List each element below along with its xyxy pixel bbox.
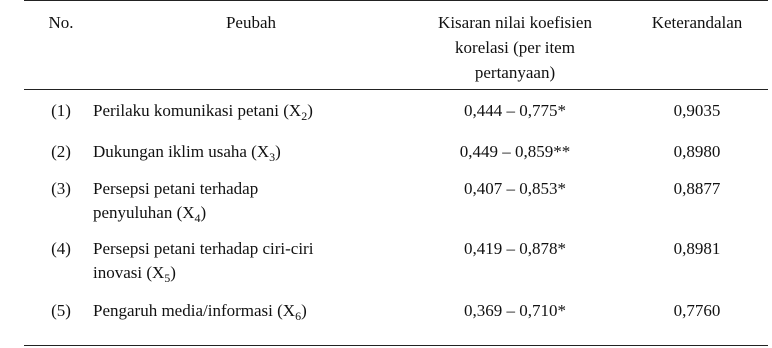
row-number: (4) (51, 239, 71, 258)
variable-closing: ) (307, 101, 313, 120)
top-rule (24, 0, 768, 1)
reliability-value: 0,7760 (673, 301, 721, 320)
header-kisaran-line-1: Kisaran nilai koefisien (438, 13, 592, 32)
variable-text: Dukungan iklim usaha (X (93, 142, 270, 161)
variable-text: Persepsi petani terhadap ciri-ciri (93, 239, 314, 258)
variable-closing: ) (275, 142, 281, 161)
correlation-range: 0,419 – 0,878* (464, 239, 566, 258)
variable-text: inovasi (X (93, 263, 165, 282)
reliability-value: 0,8980 (673, 142, 721, 161)
reliability-value: 0,9035 (673, 101, 721, 120)
bottom-rule (24, 345, 768, 346)
variable-subscript: 6 (295, 309, 302, 323)
variable-name-line (93, 238, 409, 260)
variable-closing: ) (301, 301, 307, 320)
row-number: (3) (51, 179, 71, 198)
correlation-range: 0,449 – 0,859** (459, 142, 571, 161)
header-no: No. (48, 13, 74, 32)
correlation-range: 0,369 – 0,710* (464, 301, 566, 320)
variable-text: Persepsi petani terhadap (93, 179, 259, 198)
variable-name-line (93, 202, 409, 224)
variable-subscript: 2 (301, 109, 308, 123)
variable-subscript: 5 (164, 271, 171, 285)
row-number: (2) (51, 142, 71, 161)
variable-name-line (93, 141, 409, 163)
row-number: (5) (51, 301, 71, 320)
variable-closing: ) (200, 203, 207, 222)
variable-text: Pengaruh media/informasi (X (93, 301, 296, 320)
variable-text: penyuluhan (X (93, 203, 195, 222)
variable-name-line (93, 262, 409, 284)
variable-closing: ) (170, 263, 176, 282)
variable-name-line (93, 300, 409, 322)
variable-name-line (93, 100, 409, 122)
variable-subscript: 4 (194, 211, 201, 225)
header-kisaran-line-3: pertanyaan) (474, 63, 556, 82)
header-rule (24, 89, 768, 90)
variable-subscript: 3 (269, 150, 276, 164)
header-kisaran-line-2: korelasi (per item (455, 38, 575, 57)
header-peubah: Peubah (225, 13, 277, 32)
variable-text: Perilaku komunikasi petani (X (93, 101, 302, 120)
reliability-value: 0,8981 (673, 239, 721, 258)
correlation-range: 0,444 – 0,775* (464, 101, 566, 120)
row-number: (1) (51, 101, 71, 120)
reliability-value: 0,8877 (673, 179, 721, 198)
header-keterandalan: Keterandalan (651, 13, 743, 32)
variable-name-line (93, 178, 409, 200)
correlation-range: 0,407 – 0,853* (464, 179, 566, 198)
